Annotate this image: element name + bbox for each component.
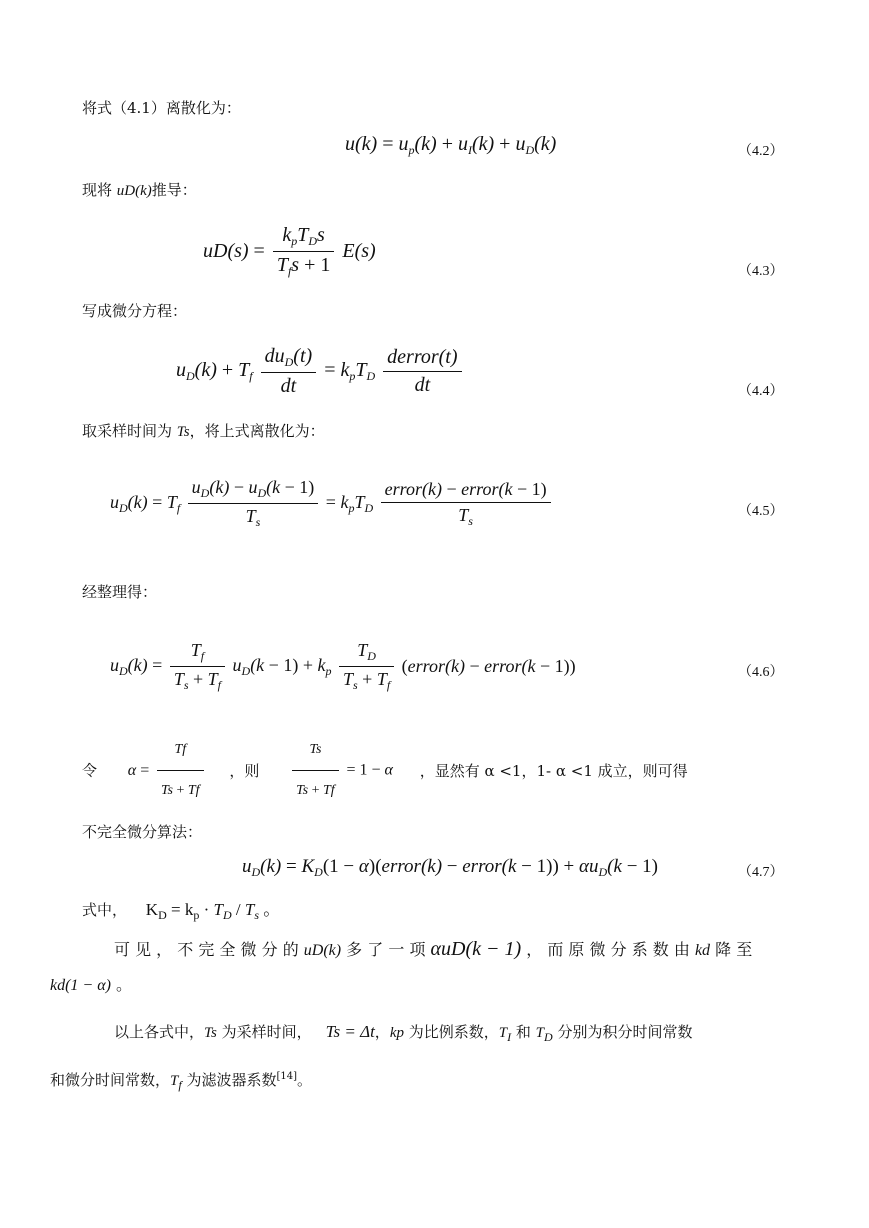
text-let: 令: [82, 761, 98, 780]
paragraph-incomplete-derivative: [50, 932, 788, 1003]
var-ud-k: uD(k): [303, 942, 342, 959]
equation-4-5: $u_D(k) = T_f$ $\frac{u_D(k) - u_D(k - 1)}{T_s}$ = $k_pT_D$ $\frac{\text{error(k) − error(k − 1)}}{T_s}$: [110, 477, 554, 530]
text-prefix: 取采样时间为: [82, 422, 177, 440]
fraction-dud-dt: $\frac{du_D(t)}{dt}$: [261, 345, 317, 398]
text-run: 多 了 一 项: [341, 940, 431, 959]
text-run: 为滤波器系数: [181, 1071, 277, 1089]
text-prefix: 式中，: [82, 901, 128, 919]
text-run: 和微分时间常数，: [50, 1071, 171, 1089]
text-run: 分别为积分时间常数: [552, 1023, 693, 1041]
text-suffix: ，将上式离散化为：: [189, 422, 325, 440]
fraction-4-3: $\frac{k_pT_Ds}{T_fs + 1}$: [273, 224, 335, 279]
text-then: ，则: [229, 761, 260, 780]
fraction-ud-diff: $\frac{u_D(k) - u_D(k - 1)}{T_s}$: [188, 477, 319, 530]
fraction-error-diff: $\frac{\text{error(k) − error(k − 1)}}{T_s}$: [381, 479, 551, 529]
text-incomplete-derivative: 不完全微分算法：: [82, 823, 203, 841]
text-suffix: 推导：: [151, 181, 197, 199]
text-prefix: 现将: [82, 181, 117, 199]
expr-ts-delta-t: Ts = Δt: [325, 1022, 375, 1041]
text-run: 以上各式中，: [114, 1023, 205, 1041]
fraction-derror-dt: $\frac{\text{derror(t)}}{dt}$: [383, 346, 461, 397]
equation-4-2: $u(k) = u_p(k) + u_I(k) + u_D(k)$: [345, 133, 557, 157]
text-simplified: 经整理得：: [82, 583, 158, 601]
text-derive-ud: [82, 180, 197, 201]
var-td-sub: D: [544, 1030, 553, 1044]
text-run: 为比例系数，: [403, 1023, 499, 1041]
citation-ref-14[interactable]: [14]: [276, 1071, 298, 1082]
var-td: T: [535, 1025, 544, 1041]
equation-number-4-6: （4.6）: [738, 665, 784, 680]
var-ts: Ts: [176, 424, 190, 440]
paragraph-parameter-definitions: [50, 1012, 788, 1105]
equation-number-4-5: （4.5）: [738, 504, 784, 519]
equation-number-4-2: （4.2）: [738, 144, 784, 159]
text-discretize-intro: 将式（4.1）离散化为：: [82, 99, 241, 117]
text-differential-equation: 写成微分方程：: [82, 302, 188, 320]
fraction-ts-ratio: $\frac{Ts}{Ts + Tf}$: [292, 732, 339, 809]
var-ud-k: uD(k): [116, 183, 152, 199]
equation-4-7: $u_D(k) = K_D(1$ − α)(error(k) − error(k − $1)) + \alpha u_D(k - 1)$: [242, 856, 658, 879]
var-ti-sub: I: [507, 1030, 512, 1044]
text-alpha-definition: 令 α = $\frac{Tf}{Ts + Tf}$ ，则 $\frac{Ts}{Ts + Tf}$ = 1 − α ，显然有 α <1，1- α <1 成立，则可得: [82, 732, 688, 809]
text-run: 。: [297, 1071, 313, 1089]
var-tf-sub: f: [178, 1078, 182, 1092]
fraction-tf-ratio: $\frac{T_f}{T_s + T_f}$: [170, 640, 225, 693]
text-run: 可 见 ， 不 完 全 微 分 的: [114, 940, 304, 959]
text-run: 为采样时间，: [216, 1023, 312, 1041]
text-run: ，: [374, 1023, 390, 1041]
equation-number-4-7: （4.7）: [738, 865, 784, 880]
equation-number-4-4: （4.4）: [738, 384, 784, 399]
var-kp: kp: [389, 1025, 404, 1041]
expr-kd-one-minus-alpha: kd(1 − α): [50, 977, 111, 994]
var-tf: T: [170, 1073, 179, 1089]
equation-4-4: $u_D(k) + T_f$ $\frac{du_D(t)}{dt}$ = $k_pT_D$ $\frac{\text{derror(t)}}{dt}$: [176, 345, 465, 398]
text-run: 降 至: [710, 940, 753, 959]
var-ts: Ts: [204, 1025, 217, 1041]
text-run: ， 而 原 微 分 系 数 由: [521, 940, 695, 959]
var-kd: kd: [694, 942, 711, 959]
fraction-alpha: $\frac{Tf}{Ts + Tf}$: [157, 732, 204, 809]
equation-number-4-3: （4.3）: [738, 264, 784, 279]
term-alpha-ud: αuD(k − 1): [430, 938, 522, 960]
text-sampling-time: [82, 421, 325, 442]
var-ti: T: [498, 1025, 508, 1041]
fraction-td-ratio: $\frac{T_D}{T_s + T_f}$: [339, 640, 394, 693]
equation-4-6: $u_D(k)$ = $\frac{T_f}{T_s + T_f}$ $u_D(k - 1) + k_p$ $\frac{T_D}{T_s + T_f}$ (error(k) − error(k − 1)): [110, 640, 576, 692]
text-kd-definition: 式中， $K_D = k_p \cdot T_D / T_s$ 。: [82, 900, 281, 922]
text-run: 。: [110, 975, 133, 994]
equation-4-3: uD(s) = $\frac{k_pT_Ds}{T_fs + 1}$ E(s): [203, 224, 376, 278]
text-conclusion: ，显然有 α <1，1- α <1 成立，则可得: [419, 761, 688, 780]
text-run: 和: [511, 1023, 536, 1041]
